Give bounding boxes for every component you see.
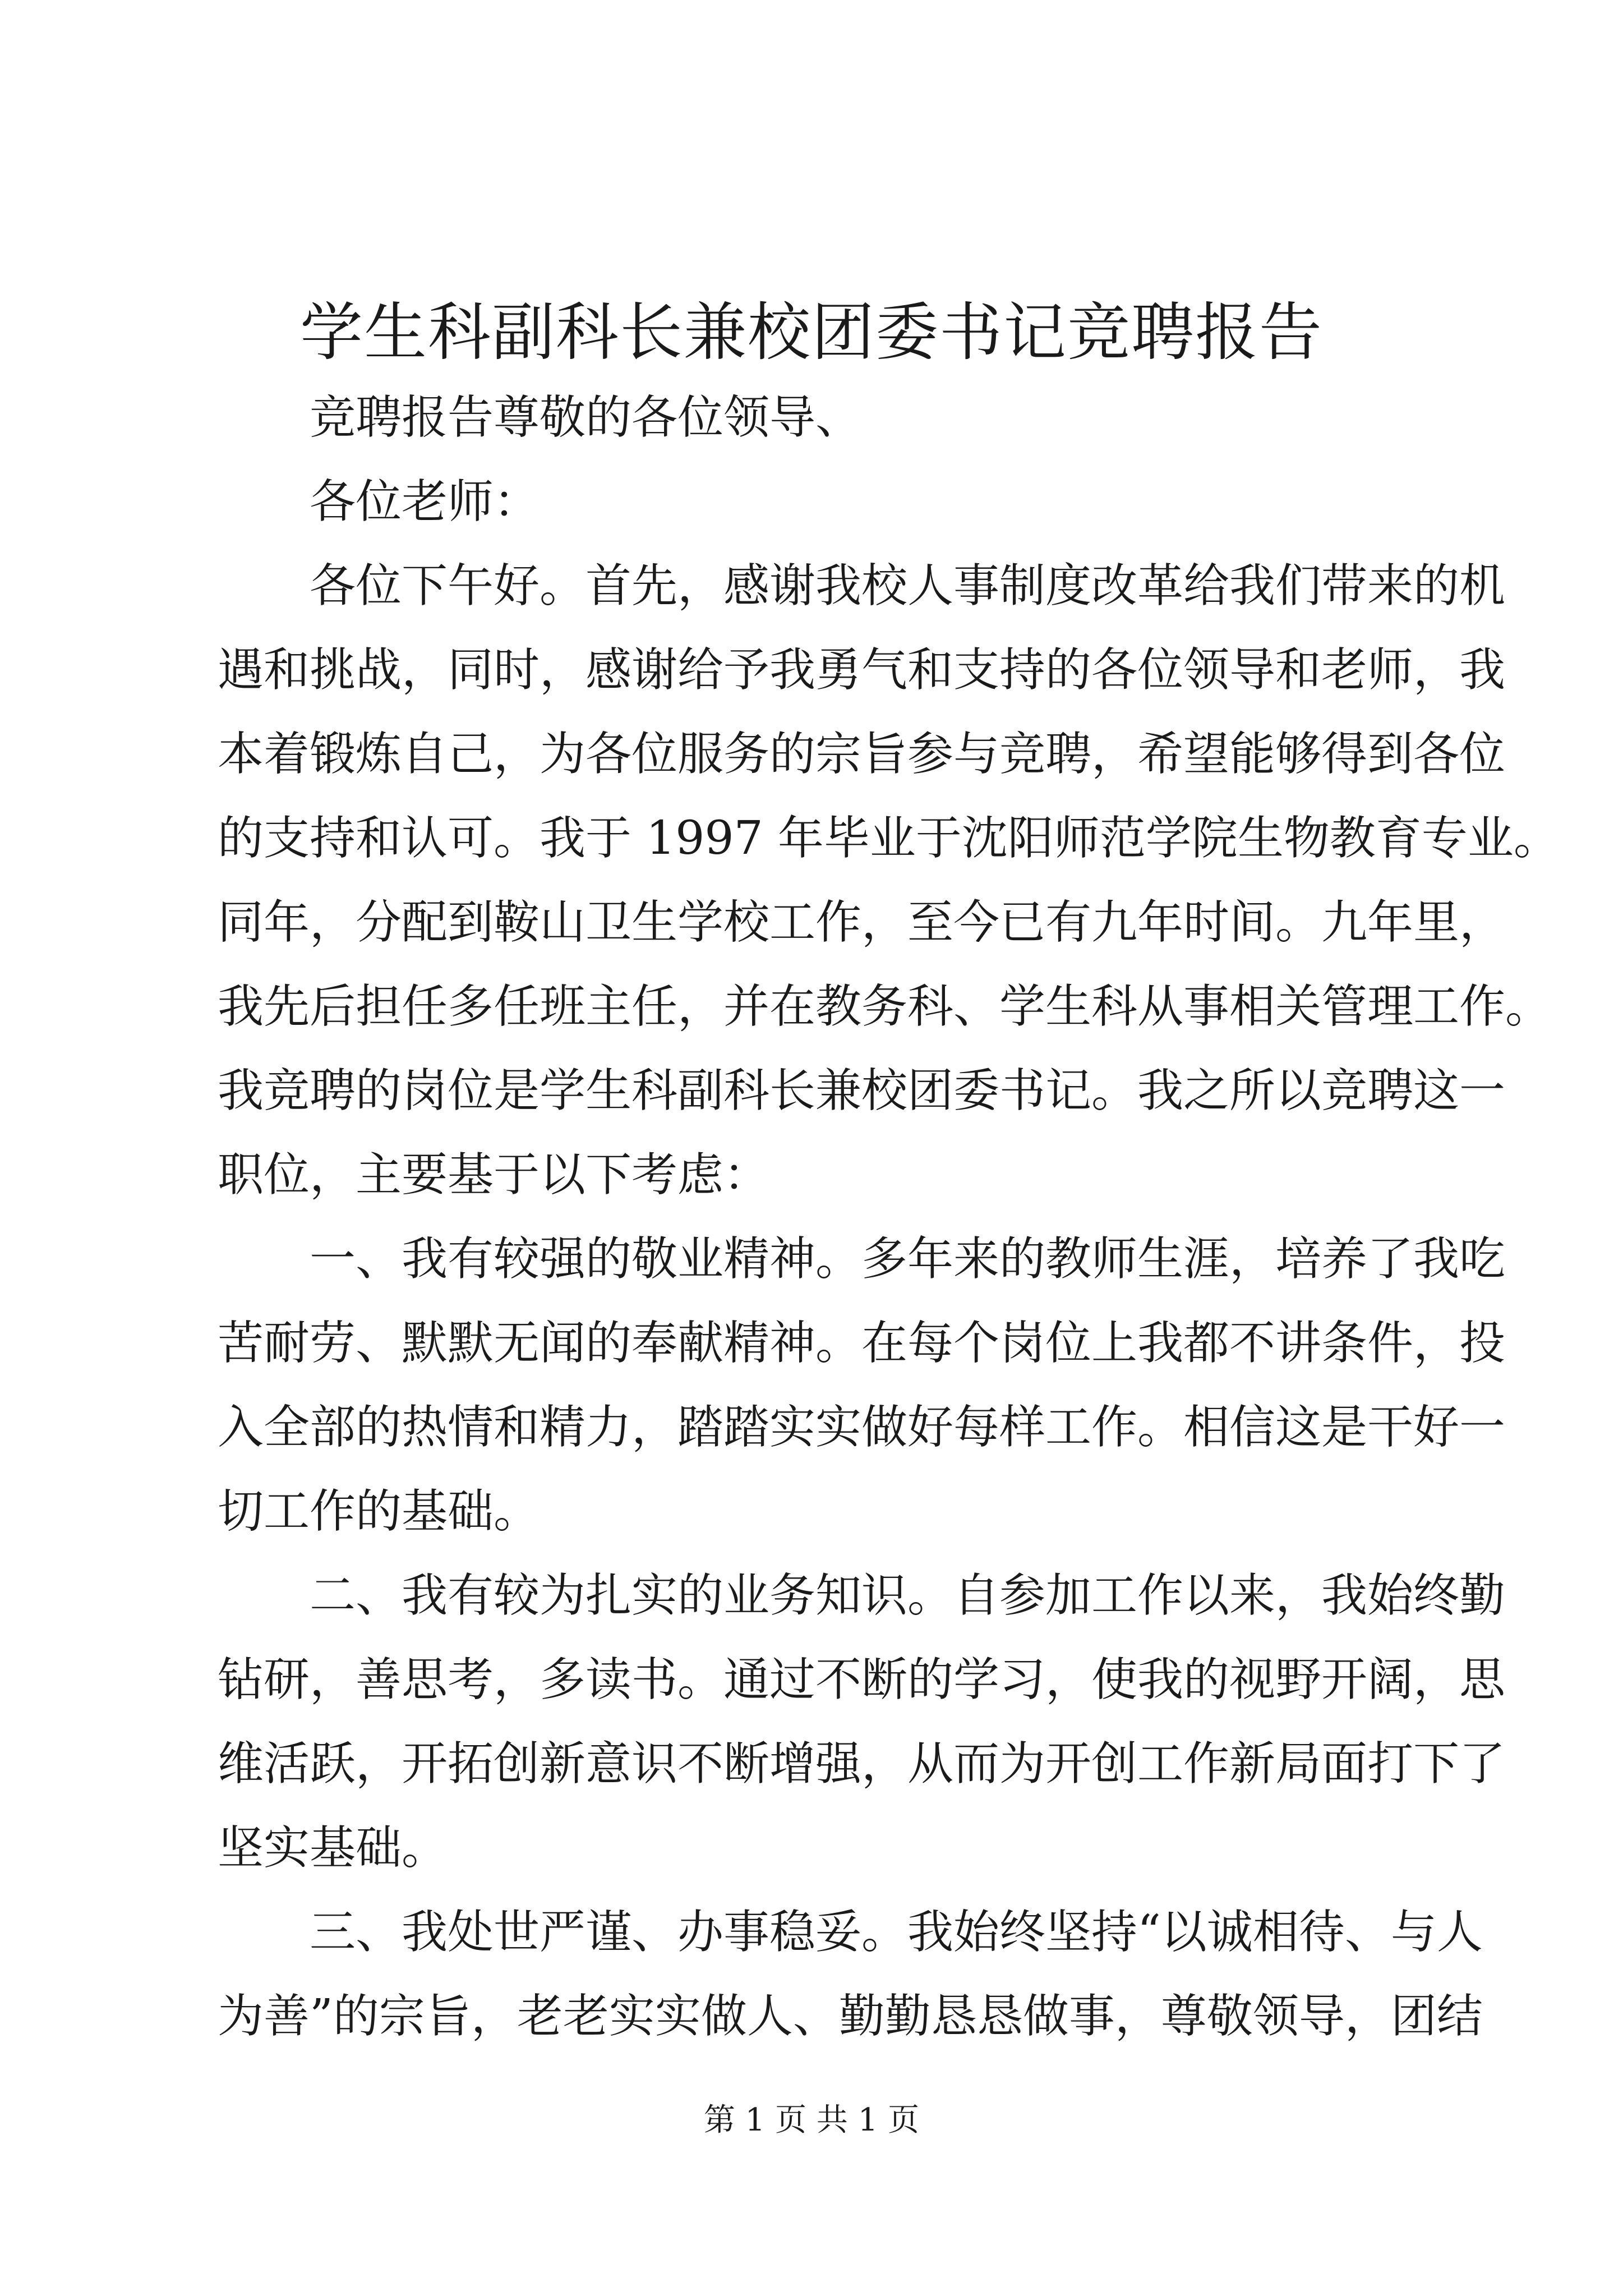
text-line: 遇和挑战，同时，感谢给予我勇气和支持的各位领导和老师，我	[218, 643, 1506, 697]
text-line: 竞聘报告尊敬的各位领导、	[310, 391, 862, 444]
text-line: 职位，主要基于以下考虑：	[218, 1148, 770, 1202]
text-line: 二、我有较为扎实的业务知识。自参加工作以来，我始终勤	[310, 1569, 1506, 1622]
text-line: 我先后担任多任班主任，并在教务科、学生科从事相关管理工作。	[218, 980, 1552, 1033]
text-line: 的支持和认可。我于 1997 年毕业于沈阳师范学院生物教育专业。	[218, 812, 1560, 865]
text-line: 我竞聘的岗位是学生科副科长兼校团委书记。我之所以竞聘这一	[218, 1064, 1506, 1117]
text-line: 同年，分配到鞍山卫生学校工作，至今已有九年时间。九年里，	[218, 896, 1506, 949]
text-line: 维活跃，开拓创新意识不断增强，从而为开创工作新局面打下了	[218, 1737, 1506, 1791]
text-line: 各位老师：	[310, 475, 540, 528]
text-line: 切工作的基础。	[218, 1485, 540, 1538]
text-line: 入全部的热情和精力，踏踏实实做好每样工作。相信这是干好一	[218, 1401, 1506, 1454]
page-footer: 第 1 页 共 1 页	[703, 2102, 920, 2138]
text-line: 坚实基础。	[218, 1821, 448, 1875]
text-line: 三、我处世严谨、办事稳妥。我始终坚持“以诚相待、与人	[310, 1906, 1483, 1959]
text-line: 为善”的宗旨，老老实实做人、勤勤恳恳做事，尊敬领导，团结	[218, 1990, 1483, 2043]
document-title: 学生科副科长兼校团委书记竞聘报告	[300, 296, 1323, 369]
text-line: 钻研，善思考，多读书。通过不断的学习，使我的视野开阔，思	[218, 1653, 1506, 1706]
text-line: 苦耐劳、默默无闻的奉献精神。在每个岗位上我都不讲条件，投	[218, 1317, 1506, 1370]
text-line: 本着锻炼自己，为各位服务的宗旨参与竞聘，希望能够得到各位	[218, 728, 1506, 781]
text-line: 一、我有较强的敬业精神。多年来的教师生涯，培养了我吃	[310, 1232, 1506, 1286]
text-line: 各位下午好。首先，感谢我校人事制度改革给我们带来的机	[310, 559, 1506, 613]
